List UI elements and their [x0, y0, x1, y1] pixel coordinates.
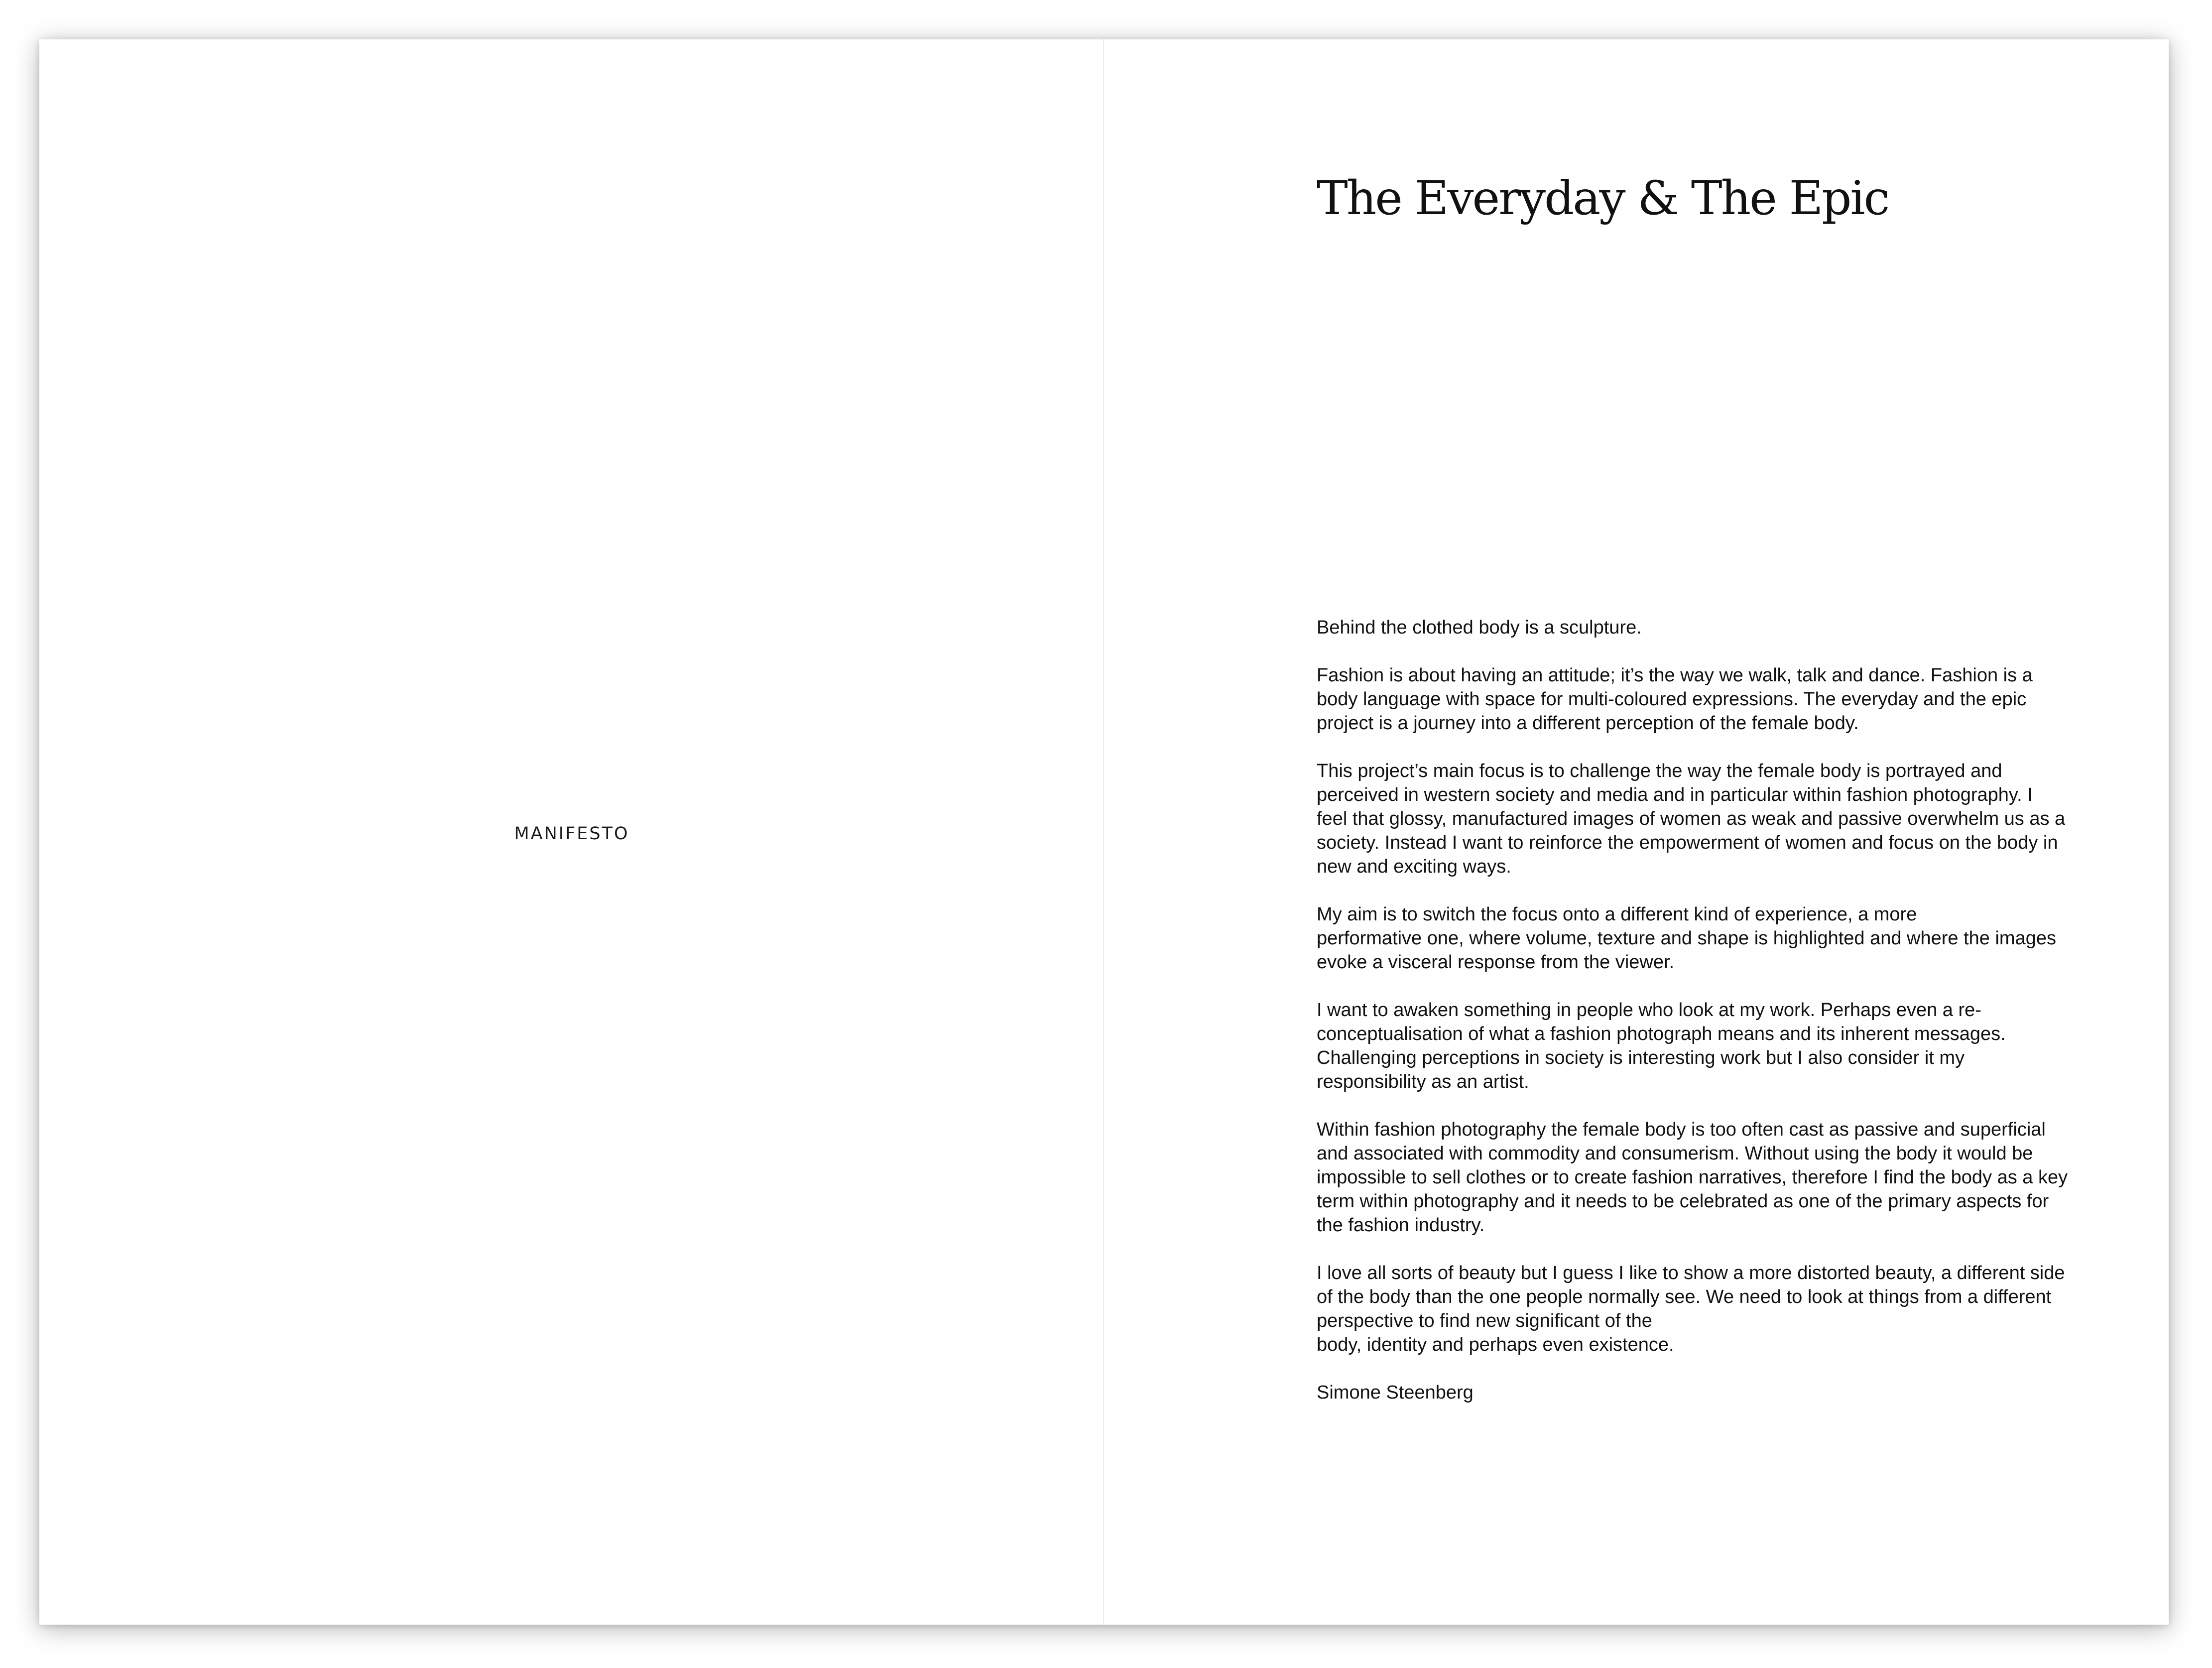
text-line: performative one, where volume, texture and shape is highlighted and where the images [1317, 928, 2056, 949]
manifesto-paragraph [1317, 759, 2084, 879]
text-line: conceptualisation of what a fashion photograph means and its inherent messages. [1317, 1024, 2006, 1044]
section-label: MANIFESTO [514, 824, 629, 844]
text-line: I want to awaken something in people who look at my work. Perhaps even a re- [1317, 1000, 1981, 1021]
text-line: Simone Steenberg [1317, 1382, 1474, 1403]
manifesto-paragraph [1317, 663, 2084, 735]
manifesto-paragraph [1317, 1261, 2084, 1357]
left-page [39, 39, 1104, 1625]
text-line: Behind the clothed body is a sculpture. [1317, 617, 1642, 638]
text-line: Challenging perceptions in society is interesting work but I also consider it my [1317, 1047, 1965, 1068]
text-line: My aim is to switch the focus onto a different kind of experience, a more [1317, 904, 1917, 925]
text-line: Within fashion photography the female body is too often cast as passive and superficial [1317, 1119, 2046, 1140]
manifesto-paragraph [1317, 998, 2084, 1094]
page-title: The Everyday & The Epic [1317, 171, 1889, 226]
text-line: body, identity and perhaps even existence. [1317, 1334, 1674, 1355]
book-spread [39, 39, 2169, 1625]
text-line: Fashion is about having an attitude; it’s the way we walk, talk and dance. Fashion is a [1317, 665, 2033, 686]
text-line: perspective to find new significant of the [1317, 1310, 1652, 1331]
text-line: This project’s main focus is to challenge the way the female body is portrayed and [1317, 761, 2002, 781]
right-page [1104, 39, 2169, 1625]
text-line: new and exciting ways. [1317, 856, 1511, 877]
text-line: responsibility as an artist. [1317, 1071, 1529, 1092]
text-line: feel that glossy, manufactured images of women as weak and passive overwhelm us as a [1317, 808, 2066, 829]
text-line: body language with space for multi-coloured expressions. The everyday and the epic [1317, 689, 2027, 710]
signature [1317, 1381, 2084, 1405]
text-line: the fashion industry. [1317, 1215, 1485, 1236]
manifesto-body [1317, 616, 2084, 1428]
text-line: impossible to sell clothes or to create fashion narratives, therefore I find the body as a key [1317, 1167, 2068, 1188]
manifesto-paragraph [1317, 1118, 2084, 1237]
text-line: I love all sorts of beauty but I guess I like to show a more distorted beauty, a different side [1317, 1263, 2065, 1283]
manifesto-paragraph [1317, 902, 2084, 974]
text-line: and associated with commodity and consumerism. Without using the body it would be [1317, 1143, 2033, 1164]
text-line: society. Instead I want to reinforce the empowerment of women and focus on the body in [1317, 832, 2058, 853]
text-line: term within photography and it needs to be celebrated as one of the primary aspects for [1317, 1191, 2049, 1212]
text-line: project is a journey into a different perception of the female body. [1317, 713, 1859, 734]
manifesto-paragraph [1317, 616, 2084, 640]
text-line: evoke a visceral response from the viewer. [1317, 952, 1675, 973]
text-line: perceived in western society and media and in particular within fashion photography. I [1317, 784, 2033, 805]
text-line: of the body than the one people normally see. We need to look at things from a different [1317, 1286, 2052, 1307]
